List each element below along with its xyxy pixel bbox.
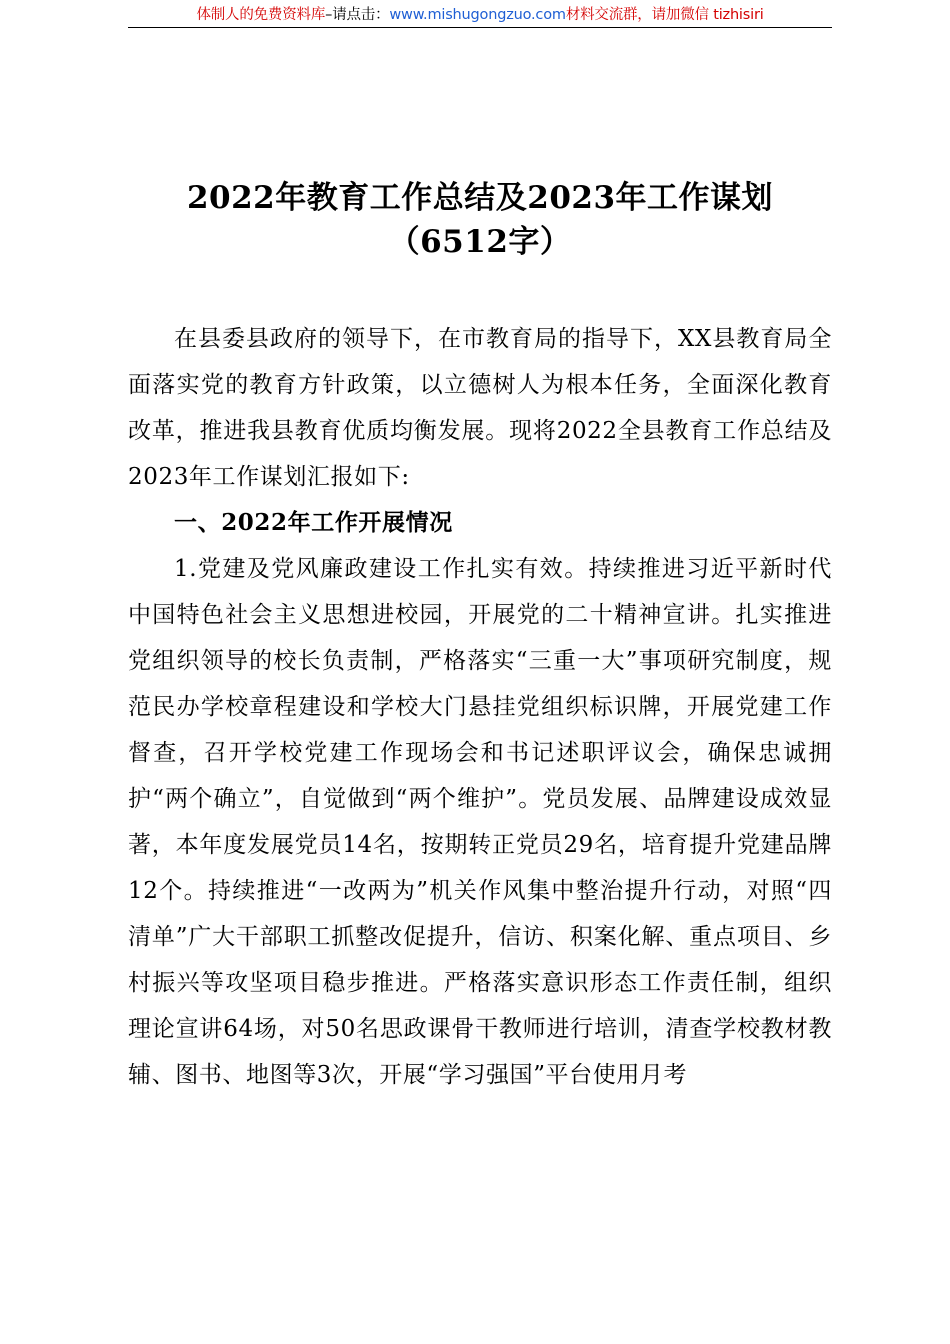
header-divider xyxy=(128,27,832,28)
document-body xyxy=(128,316,832,1098)
document-title: 2022年教育工作总结及2023年工作谋划 xyxy=(186,180,774,216)
document-word-count: （6512字） xyxy=(388,224,572,260)
section-heading: 一、2022年工作开展情况 xyxy=(174,509,453,536)
header-wechat-note: 材料交流群，请加微信 tizhisiri xyxy=(565,7,764,23)
body-paragraph: 1.党建及党风廉政建设工作扎实有效。持续推进习近平新时代中国特色社会主义思想进校园，开展党的二十精神宣讲。扎实推进党组织领导的校长负责制，严格落实“三重一大”事项研究制度，规范民办学校章程建设和学校大门悬挂党组织标识牌，开展党建工作督查，召开学校党建工作现场会和书记述职评议会，确保忠诚拥护“两个确立”，自觉做到“两个维护”。党员发展、品牌建设成效显著，本年度发展党员14名，按期转正党员29名，培育提升党建品牌12个。持续推进“一改两为”机关作风集中整治提升行动，对照“四清单”广大干部职工抓整改促提升，信访、积案化解、重点项目、乡村振兴等攻坚项目稳步推进。严格落实意识形态工作责任制，组织理论宣讲64场，对50名思政课骨干教师进行培训，清查学校教材教辅、图书、地图等3次，开展“学习强国”平台使用月考 xyxy=(128,556,832,1088)
header-url-link[interactable]: www.mishugongzuo.com xyxy=(389,7,566,23)
header-click-prompt: –请点击： xyxy=(325,7,390,23)
header-banner xyxy=(128,4,832,26)
header-site-name: 体制人的免费资料库 xyxy=(196,7,326,23)
intro-paragraph: 在县委县政府的领导下，在市教育局的指导下，XX县教育局全面落实党的教育方针政策，以立德树人为根本任务，全面深化教育改革，推进我县教育优质均衡发展。现将2022全县教育工作总结及2023年工作谋划汇报如下: xyxy=(128,326,832,490)
